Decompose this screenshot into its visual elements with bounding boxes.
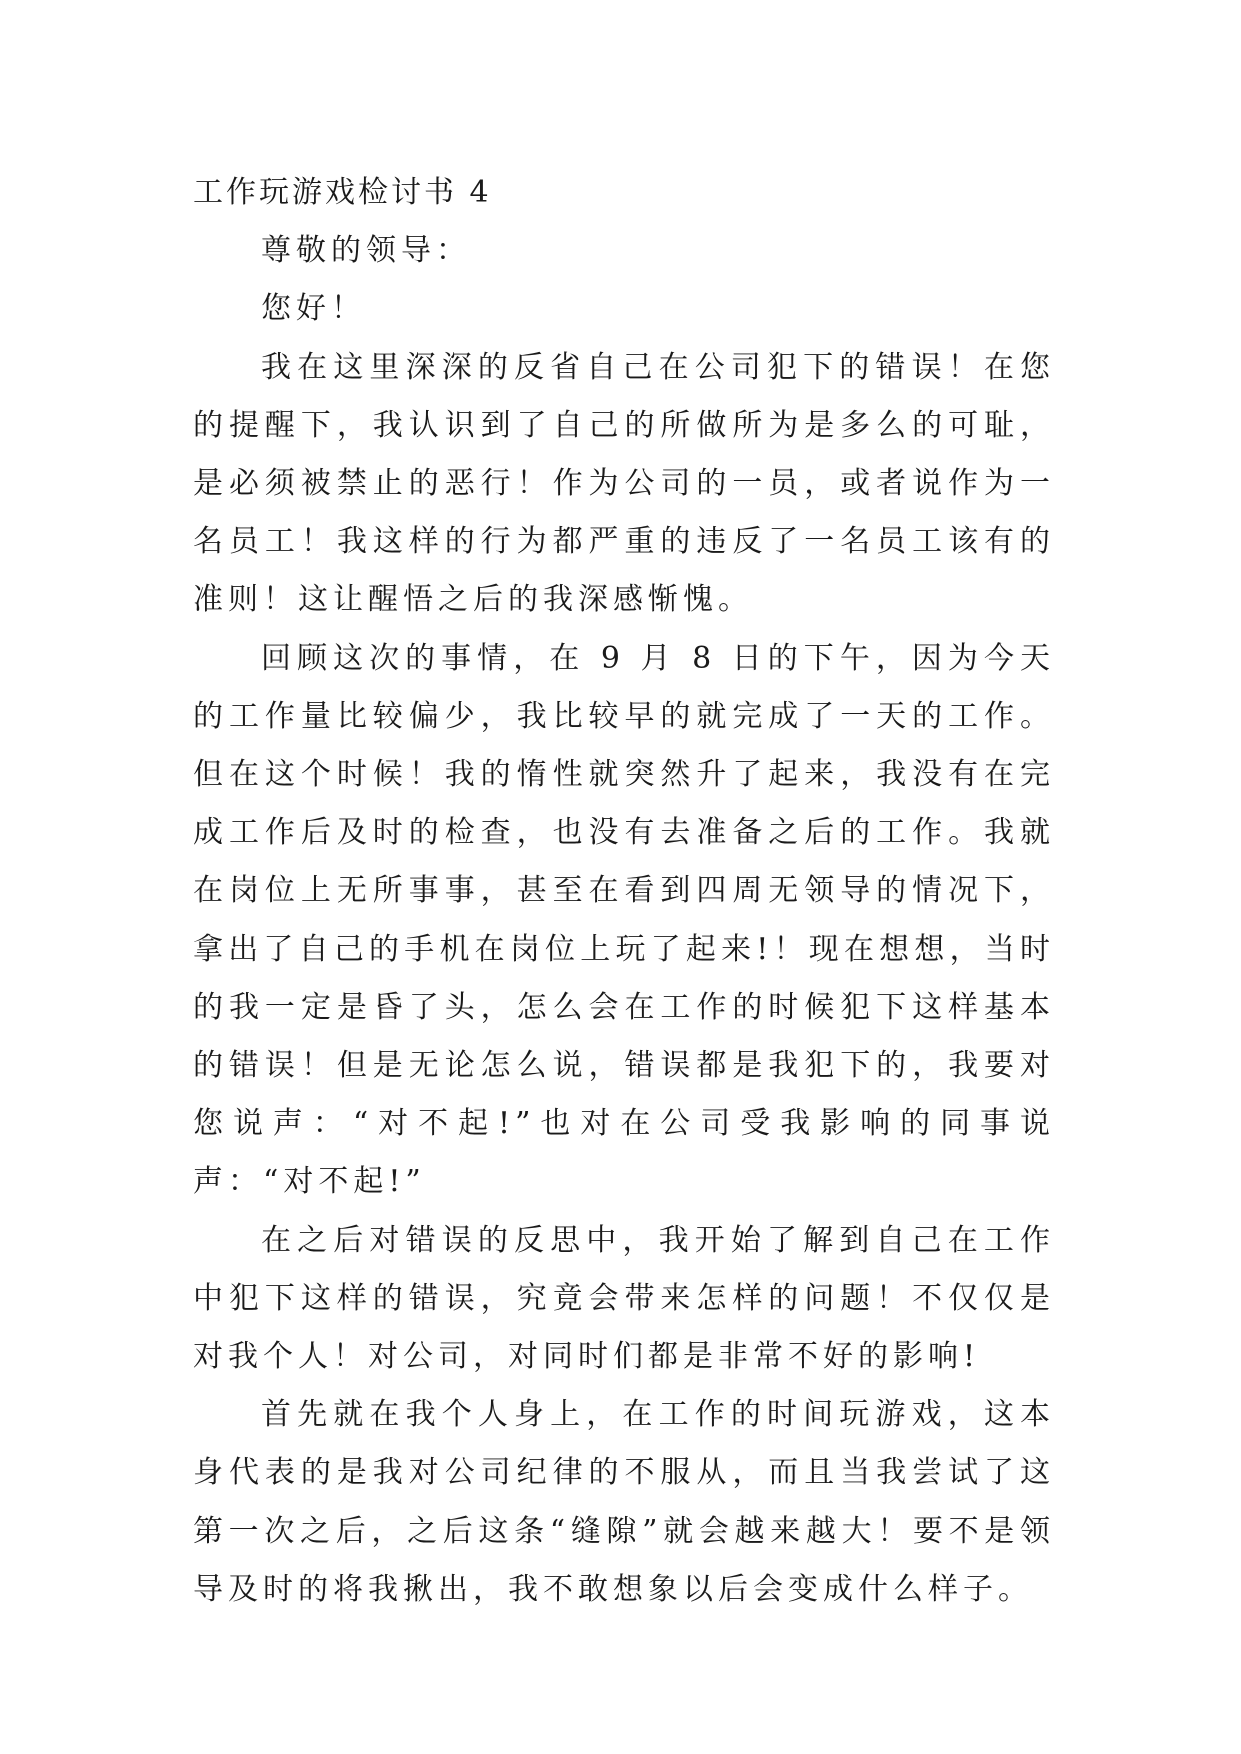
paragraph-reflection: 我在这里深深的反省自己在公司犯下的错误！在您的提醒下，我认识到了自己的所做所为是多么的可耻，是必须被禁止的恶行！作为公司的一员，或者说作为一名员工！我这样的行为都严重的违反了一名员工该有的准则！这让醒悟之后的我深感惭愧。 — [193, 349, 1055, 618]
paragraph-incident: 回顾这次的事情，在 9 月 8 日的下午，因为今天的工作量比较偏少，我比较早的就完成了一天的工作。但在这个时候！我的惰性就突然升了起来，我没有在完成工作后及时的检查，也没有去准备之后的工作。我就在岗位上无所事事，甚至在看到四周无领导的情况下，拿出了自己的手机在岗位上玩了起来!！现在想想，当时的我一定是昏了头，怎么会在工作的时候犯下这样基本的错误！但是无论怎么说，错误都是我犯下的，我要对您说声：“对不起!”也对在公司受我影响的同事说声：“对不起!” — [193, 640, 1055, 1200]
greeting: 您好！ — [261, 291, 366, 327]
paragraph-consequences: 在之后对错误的反思中，我开始了解到自己在工作中犯下这样的错误，究竟会带来怎样的问题！不仅仅是对我个人！对公司，对同时们都是非常不好的影响! — [193, 1222, 1055, 1375]
document-title: 工作玩游戏检讨书 4 — [193, 175, 492, 210]
document-body — [193, 164, 1055, 1619]
paragraph-personal-impact: 首先就在我个人身上，在工作的时间玩游戏，这本身代表的是我对公司纪律的不服从，而且当我尝试了这第一次之后，之后这条“缝隙”就会越来越大！要不是领导及时的将我揪出，我不敢想象以后会变成什么样子。 — [193, 1397, 1055, 1607]
salutation: 尊敬的领导： — [261, 233, 471, 269]
